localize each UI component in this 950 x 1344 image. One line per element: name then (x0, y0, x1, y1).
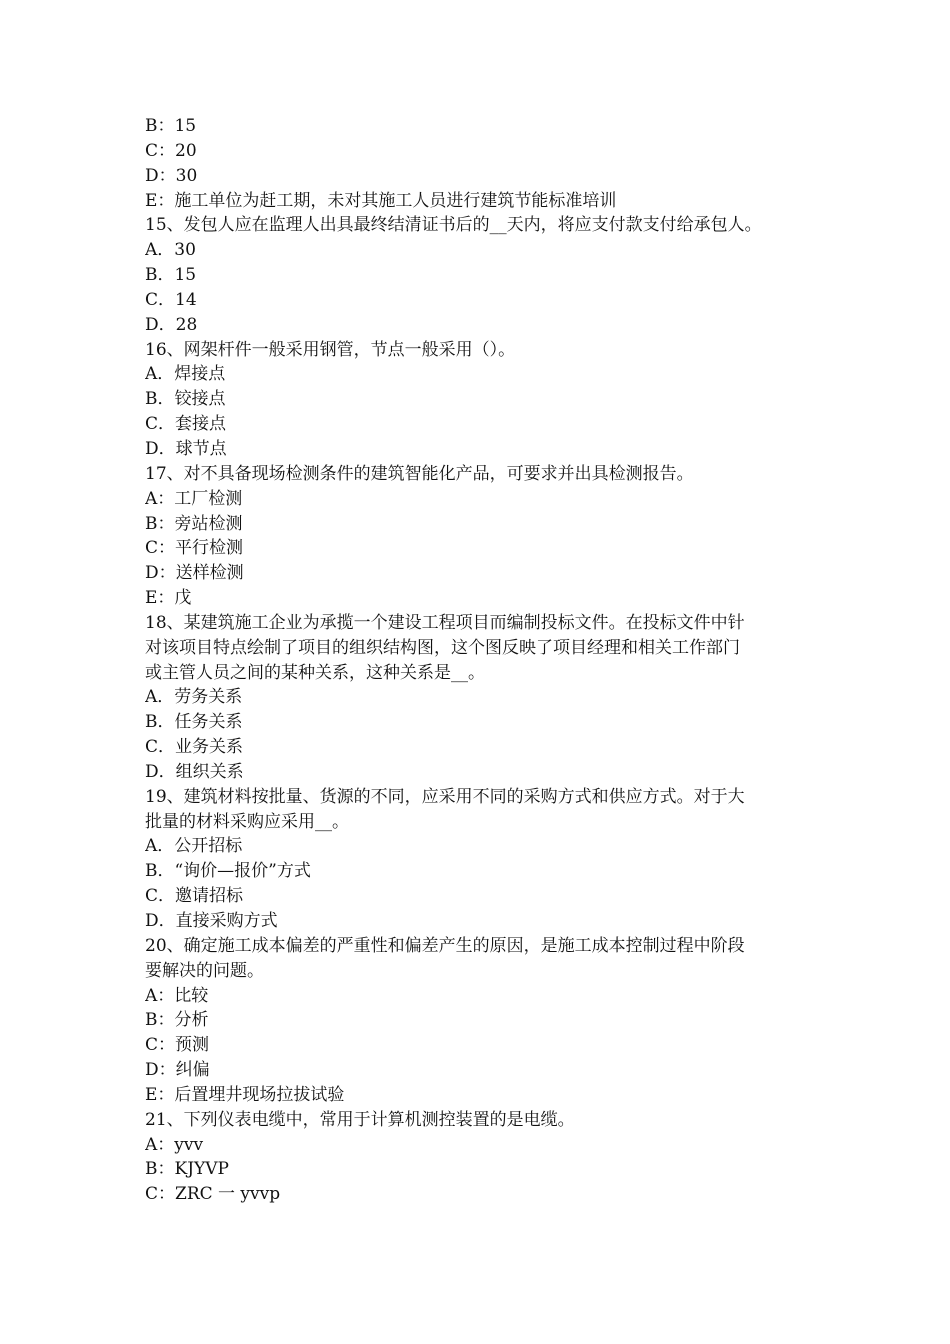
question-21: 21、下列仪表电缆中，常用于计算机测控装置的是电缆。 (145, 1109, 575, 1130)
text-line: A．劳务关系 (145, 687, 243, 708)
text-line: D．28 (145, 314, 198, 335)
question-18: 18、某建筑施工企业为承揽一个建设工程项目而编制投标文件。在投标文件中针 (145, 612, 745, 633)
text-line: 批量的材料采购应采用__。 (145, 811, 349, 832)
text-line: C：ZRC 一 yvvp (145, 1184, 281, 1205)
text-line: B．任务关系 (145, 712, 243, 733)
question-19: 19、建筑材料按批量、货源的不同，应采用不同的采购方式和供应方式。对于大 (145, 786, 745, 807)
text-line: A：工厂检测 (145, 488, 243, 509)
text-line: A．公开招标 (145, 836, 243, 857)
document-page (145, 114, 815, 1207)
question-15: 15、发包人应在监理人出具最终结清证书后的__天内，将应支付款支付给承包人。 (145, 215, 762, 236)
text-line: A．焊接点 (145, 364, 226, 385)
text-line: B．“询价—报价”方式 (145, 861, 311, 882)
text-line: E：戊 (145, 588, 192, 609)
text-line: A：比较 (145, 985, 209, 1006)
text-line: C：平行检测 (145, 538, 244, 559)
question-17: 17、对不具备现场检测条件的建筑智能化产品，可要求并出具检测报告。 (145, 463, 694, 484)
text-line: B：15 (145, 116, 197, 136)
text-line: 对该项目特点绘制了项目的组织结构图，这个图反映了项目经理和相关工作部门 (145, 637, 740, 658)
question-20: 20、确定施工成本偏差的严重性和偏差产生的原因，是施工成本控制过程中阶段 (145, 935, 745, 956)
text-line: 要解决的问题。 (145, 960, 264, 981)
text-line: C．套接点 (145, 414, 227, 435)
text-line: A．30 (145, 240, 196, 261)
text-line: D：送样检测 (145, 563, 244, 584)
text-line: B．15 (145, 265, 197, 286)
text-line: B：KJYVP (145, 1159, 229, 1180)
text-line: C：预测 (145, 1035, 210, 1056)
text-line: D：30 (145, 165, 198, 186)
text-line: 或主管人员之间的某种关系，这种关系是__。 (145, 662, 485, 683)
text-line: D．直接采购方式 (145, 911, 278, 931)
text-line: D．球节点 (145, 438, 227, 459)
text-line: A：yvv (145, 1134, 204, 1155)
text-line: C：20 (145, 140, 197, 161)
text-line: B．铰接点 (145, 389, 226, 410)
question-16: 16、网架杆件一般采用钢管，节点一般采用（）。 (145, 339, 516, 360)
text-line: B：分析 (145, 1010, 209, 1031)
text-line: E：施工单位为赶工期，未对其施工人员进行建筑节能标准培训 (145, 190, 617, 211)
text-line: C．业务关系 (145, 737, 244, 758)
text-line: C．邀请招标 (145, 886, 244, 907)
text-line: C．14 (145, 289, 197, 310)
text-line: E：后置埋井现场拉拔试验 (145, 1084, 345, 1105)
text-line: D：纠偏 (145, 1060, 210, 1081)
text-line: D．组织关系 (145, 761, 244, 782)
text-line: B：旁站检测 (145, 513, 243, 534)
